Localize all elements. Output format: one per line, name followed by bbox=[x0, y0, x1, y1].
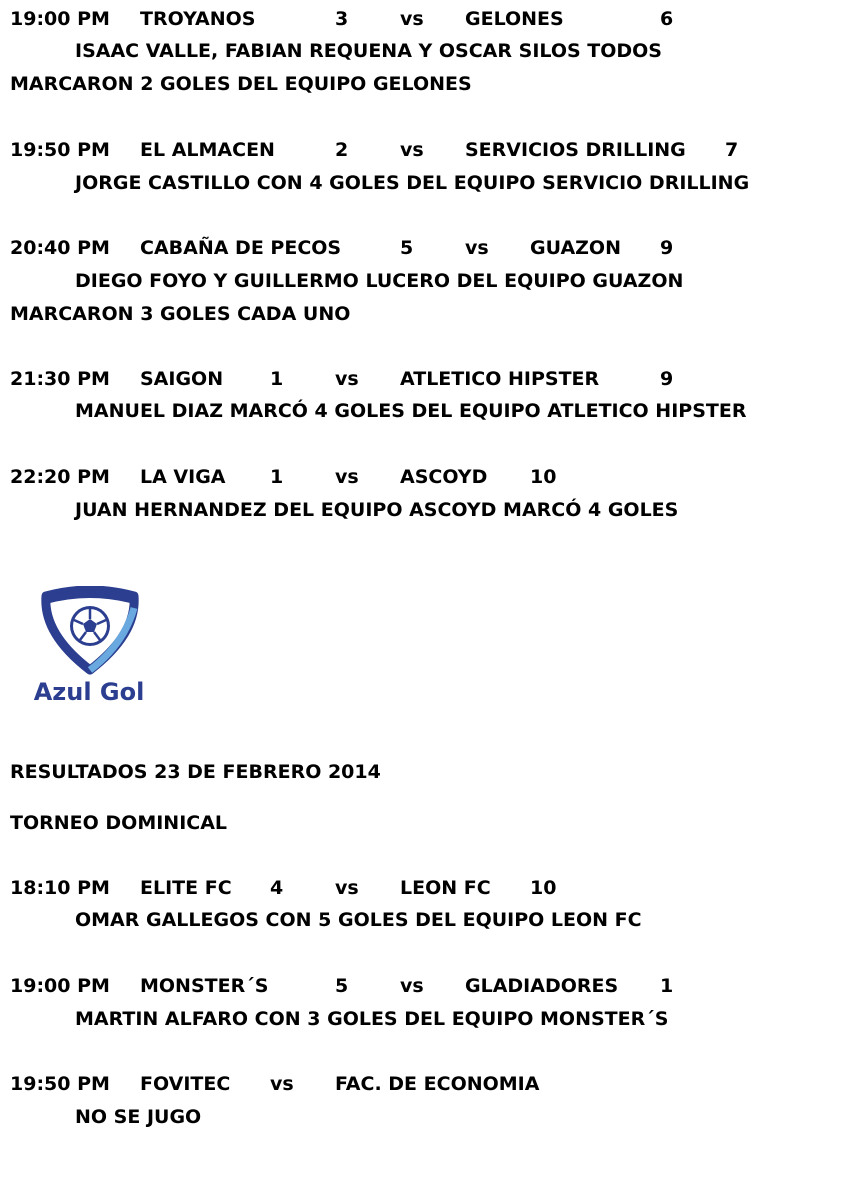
score-away: 6 bbox=[660, 8, 674, 30]
match-note: JORGE CASTILLO CON 4 GOLES DEL EQUIPO SERVICIO DRILLING bbox=[75, 172, 750, 194]
versus-label: vs bbox=[400, 8, 424, 30]
score-away: 7 bbox=[725, 139, 739, 161]
team-home: CABAÑA DE PECOS bbox=[140, 237, 342, 259]
logo-text: Azul Gol bbox=[33, 678, 145, 706]
versus-label: vs bbox=[335, 368, 359, 390]
versus-label: vs bbox=[465, 237, 489, 259]
match-time: 18:10 PM bbox=[10, 877, 110, 899]
score-away: 1 bbox=[660, 975, 674, 997]
team-away: FAC. DE ECONOMIA bbox=[335, 1073, 540, 1095]
versus-label: vs bbox=[335, 466, 359, 488]
score-home: 3 bbox=[335, 8, 349, 30]
team-home: SAIGON bbox=[140, 368, 224, 390]
match-note: NO SE JUGO bbox=[75, 1106, 202, 1128]
match-note: ISAAC VALLE, FABIAN REQUENA Y OSCAR SILOS TODOS bbox=[75, 40, 662, 62]
match-row bbox=[0, 466, 845, 488]
score-home: 1 bbox=[270, 368, 284, 390]
match-note: MARCARON 3 GOLES CADA UNO bbox=[10, 303, 351, 325]
team-away: LEON FC bbox=[400, 877, 491, 899]
match-note: MANUEL DIAZ MARCÓ 4 GOLES DEL EQUIPO ATLETICO HIPSTER bbox=[75, 400, 747, 422]
team-away: ASCOYD bbox=[400, 466, 488, 488]
score-home: 2 bbox=[335, 139, 349, 161]
score-away: 10 bbox=[530, 877, 557, 899]
team-home: ELITE FC bbox=[140, 877, 232, 899]
team-away: GLADIADORES bbox=[465, 975, 619, 997]
team-away: GELONES bbox=[465, 8, 564, 30]
match-time: 19:50 PM bbox=[10, 139, 110, 161]
score-home: 1 bbox=[270, 466, 284, 488]
match-note: DIEGO FOYO Y GUILLERMO LUCERO DEL EQUIPO GUAZON bbox=[75, 270, 684, 292]
results-heading: RESULTADOS 23 DE FEBRERO 2014 bbox=[10, 761, 381, 783]
match-row bbox=[0, 1073, 845, 1095]
match-note: OMAR GALLEGOS CON 5 GOLES DEL EQUIPO LEON FC bbox=[75, 909, 642, 931]
match-time: 22:20 PM bbox=[10, 466, 110, 488]
team-home: MONSTER´S bbox=[140, 975, 269, 997]
score-home: 4 bbox=[270, 877, 284, 899]
match-row bbox=[0, 877, 845, 899]
match-row bbox=[0, 368, 845, 390]
score-away: 9 bbox=[660, 237, 674, 259]
match-note: MARCARON 2 GOLES DEL EQUIPO GELONES bbox=[10, 73, 472, 95]
soccer-ball-shield-icon bbox=[24, 586, 154, 676]
versus-label: vs bbox=[400, 975, 424, 997]
team-home: FOVITEC bbox=[140, 1073, 231, 1095]
match-note: JUAN HERNANDEZ DEL EQUIPO ASCOYD MARCÓ 4 GOLES bbox=[75, 499, 679, 521]
versus-label: vs bbox=[400, 139, 424, 161]
match-row bbox=[0, 237, 845, 259]
team-home: TROYANOS bbox=[140, 8, 256, 30]
azul-gol-logo bbox=[24, 586, 154, 711]
match-row bbox=[0, 8, 845, 30]
match-time: 19:00 PM bbox=[10, 8, 110, 30]
match-row bbox=[0, 975, 845, 997]
tournament-heading: TORNEO DOMINICAL bbox=[10, 812, 228, 834]
team-home: EL ALMACEN bbox=[140, 139, 275, 161]
match-time: 19:00 PM bbox=[10, 975, 110, 997]
team-home: LA VIGA bbox=[140, 466, 226, 488]
score-home: 5 bbox=[400, 237, 414, 259]
team-away: ATLETICO HIPSTER bbox=[400, 368, 600, 390]
team-away: GUAZON bbox=[530, 237, 621, 259]
match-row bbox=[0, 139, 845, 161]
match-time: 20:40 PM bbox=[10, 237, 110, 259]
versus-label: vs bbox=[335, 877, 359, 899]
team-away: SERVICIOS DRILLING bbox=[465, 139, 686, 161]
versus-label: vs bbox=[270, 1073, 294, 1095]
score-home: 5 bbox=[335, 975, 349, 997]
match-time: 19:50 PM bbox=[10, 1073, 110, 1095]
score-away: 10 bbox=[530, 466, 557, 488]
match-note: MARTIN ALFARO CON 3 GOLES DEL EQUIPO MONSTER´S bbox=[75, 1008, 669, 1030]
score-away: 9 bbox=[660, 368, 674, 390]
match-time: 21:30 PM bbox=[10, 368, 110, 390]
